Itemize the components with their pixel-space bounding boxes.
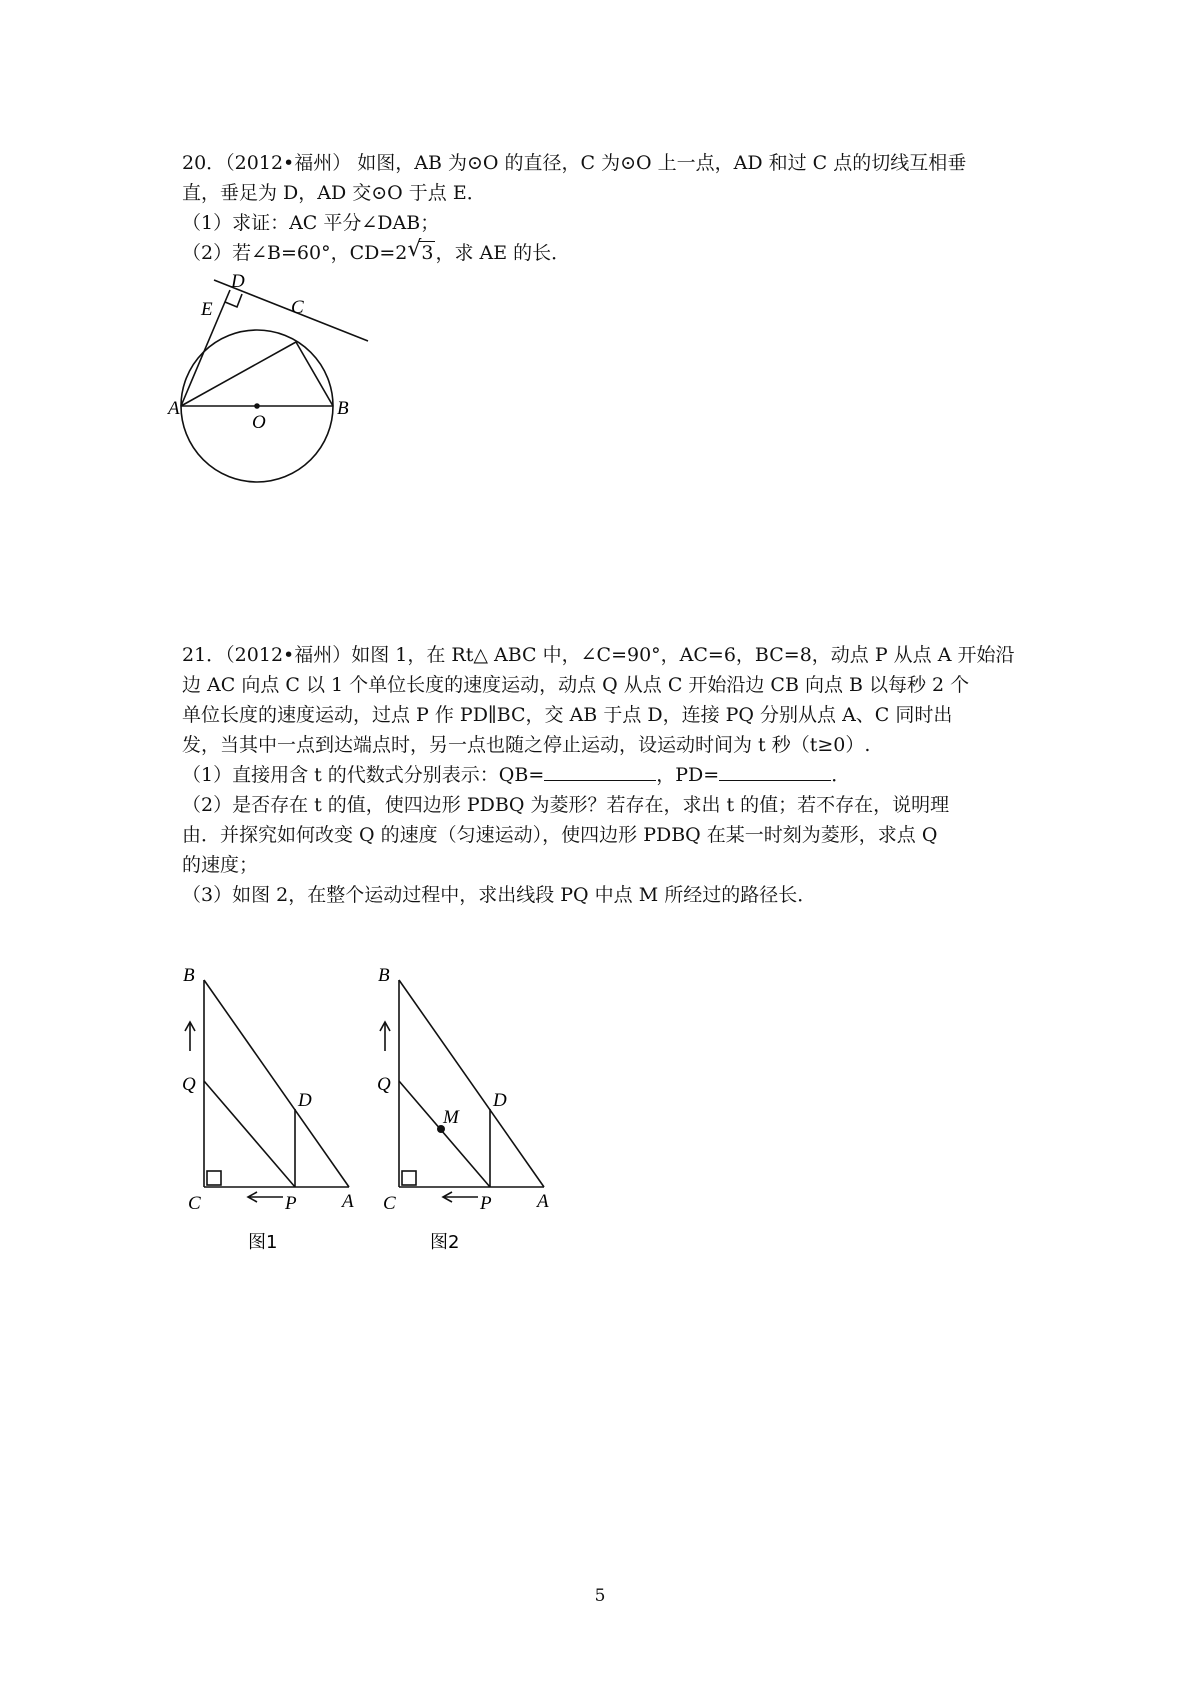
page-number: 5 bbox=[594, 1586, 606, 1606]
q21-figure-1 bbox=[180, 965, 370, 1258]
label-c: C bbox=[291, 297, 304, 318]
q21-line-3: 单位长度的速度运动，过点 P 作 PD∥BC，交 AB 于点 D，连接 PQ 分别从点 A、C 同时出 bbox=[182, 704, 953, 726]
label-q: Q bbox=[182, 1074, 196, 1095]
label-d: D bbox=[298, 1090, 312, 1111]
q21-line-2: 边 AC 向点 C 以 1 个单位长度的速度运动，动点 Q 从点 C 开始沿边 CB 向点 B 以每秒 2 个 bbox=[182, 674, 970, 696]
sqrt-radicand: 3 bbox=[421, 242, 434, 264]
label-e: E bbox=[201, 299, 213, 320]
q20-part-2-post: ，求 AE 的长． bbox=[435, 242, 571, 264]
label-a: A bbox=[168, 398, 180, 419]
segment-ac bbox=[181, 342, 296, 406]
figure-2-caption: 图2 bbox=[430, 1232, 460, 1253]
label-a: A bbox=[342, 1191, 354, 1212]
q20-part-1: （1）求证：AC 平分∠DAB； bbox=[182, 212, 440, 234]
q21-part-3: （3）如图 2，在整个运动过程中，求出线段 PQ 中点 M 所经过的路径长． bbox=[182, 884, 817, 906]
q20-line-2: 直，垂足为 D，AD 交⊙O 于点 E． bbox=[182, 182, 486, 204]
label-a: A bbox=[537, 1191, 549, 1212]
q21-part-1-text-b: ，PD= bbox=[656, 764, 720, 786]
q20-circle-figure bbox=[170, 270, 380, 485]
figure-1-caption: 图1 bbox=[248, 1232, 278, 1253]
label-c: C bbox=[188, 1193, 201, 1214]
sqrt-symbol bbox=[407, 238, 435, 268]
label-c: C bbox=[383, 1193, 396, 1214]
q21-part-2-line-3: 的速度； bbox=[182, 854, 259, 876]
label-p: P bbox=[285, 1193, 297, 1214]
label-b: B bbox=[378, 965, 390, 986]
q20-line-1: 20．（2012•福州） 如图，AB 为⊙O 的直径，C 为⊙O 上一点，AD 和过 C 点的切线互相垂 bbox=[182, 152, 967, 174]
q21-line-1: 21．（2012•福州）如图 1，在 Rt△ ABC 中，∠C=90°，AC=6，BC=8，动点 P 从点 A 开始沿 bbox=[182, 644, 1015, 666]
q21-part-1-text-c: ． bbox=[831, 764, 851, 786]
q21-line-4: 发，当其中一点到达端点时，另一点也随之停止运动，设运动时间为 t 秒（t≥0）. bbox=[182, 734, 871, 756]
q21-figure-2 bbox=[375, 965, 565, 1258]
pd-answer-blank bbox=[719, 762, 831, 781]
hypotenuse-ab bbox=[399, 980, 544, 1187]
label-m: M bbox=[443, 1107, 459, 1128]
label-d: D bbox=[493, 1090, 507, 1111]
q21-part-1-text-a: （1）直接用含 t 的代数式分别表示：QB= bbox=[182, 764, 545, 786]
q21-part-2-line-2: 由．并探究如何改变 Q 的速度（匀速运动），使四边形 PDBQ 在某一时刻为菱形，求点 Q bbox=[182, 824, 938, 846]
label-b: B bbox=[337, 398, 349, 419]
q21-part-1 bbox=[182, 760, 850, 790]
hypotenuse-ab bbox=[204, 980, 349, 1187]
label-o: O bbox=[252, 412, 266, 433]
q21-part-2-line-1: （2）是否存在 t 的值，使四边形 PDBQ 为菱形？若存在，求出 t 的值；若不存在，说明理 bbox=[182, 794, 950, 816]
q20-part-2 bbox=[182, 238, 570, 268]
segment-bc bbox=[296, 342, 333, 406]
right-angle-mark bbox=[402, 1171, 416, 1185]
qb-answer-blank bbox=[544, 762, 656, 781]
label-d: D bbox=[231, 271, 245, 292]
label-b: B bbox=[183, 965, 195, 986]
center-o-dot bbox=[254, 403, 260, 409]
q20-part-2-pre: （2）若∠B=60°，CD=2 bbox=[182, 242, 408, 264]
label-q: Q bbox=[377, 1074, 391, 1095]
right-angle-mark bbox=[207, 1171, 221, 1185]
label-p: P bbox=[480, 1193, 492, 1214]
